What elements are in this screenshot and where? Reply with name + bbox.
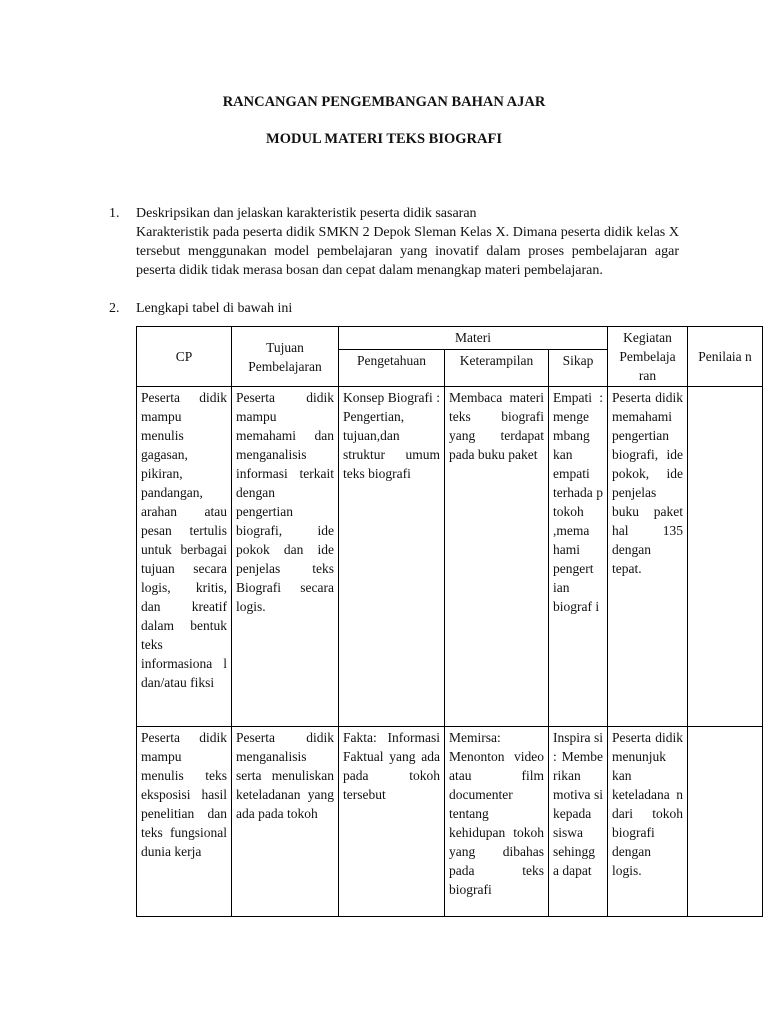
list-number: 1. xyxy=(109,206,120,221)
header-sikap: Sikap xyxy=(549,349,608,386)
cell-keterampilan: Membaca materi teks biografi yang terdapat pada buku paket xyxy=(445,387,549,727)
cell-penilaian xyxy=(688,727,763,917)
header-tujuan: Tujuan Pembelajaran xyxy=(232,327,339,387)
cell-kegiatan: Peserta didik memahami pengertian biografi, ide pokok, ide penjelas buku paket hal 135 dengan tepat. xyxy=(608,387,688,727)
cell-tujuan: Peserta didik mampu memahami dan menganalisis informasi terkait dengan pengertian biografi, ide pokok dan ide penjelas teks Biografi secara logis. xyxy=(232,387,339,727)
cell-tujuan: Peserta didik menganalisis serta menuliskan keteladanan yang ada pada tokoh xyxy=(232,727,339,917)
list-body: Karakteristik pada peserta didik SMKN 2 Depok Sleman Kelas X. Dimana peserta didik kelas X tersebut menggunakan model pembelajaran yang inovatif dalam proses pembelajaran agar peserta didik tidak merasa bosan dan cepat dalam menangkap materi pembelajaran. xyxy=(136,225,679,278)
cell-cp: Peserta didik mampu menulis teks eksposisi hasil penelitian dan teks fungsional dunia kerja xyxy=(137,727,232,917)
list-item-1 xyxy=(109,204,679,280)
cell-penilaian xyxy=(688,387,763,727)
cell-cp: Peserta didik mampu menulis gagasan, pikiran, pandangan, arahan atau pesan tertulis untuk berbagai tujuan secara logis, kritis, dan kreatif dalam bentuk teks informasiona l dan/atau fiksi xyxy=(137,387,232,727)
header-cp: CP xyxy=(137,327,232,387)
list-heading: Deskripsikan dan jelaskan karakteristik peserta didik sasaran xyxy=(136,206,477,221)
list-number: 2. xyxy=(109,301,120,316)
header-materi: Materi xyxy=(339,327,608,350)
list-heading: Lengkapi tabel di bawah ini xyxy=(136,301,293,316)
list-item-2 xyxy=(109,299,679,318)
cell-kegiatan: Peserta didik menunjuk kan keteladana n dari tokoh biografi dengan logis. xyxy=(608,727,688,917)
table-row xyxy=(137,387,763,727)
document-title: RANCANGAN PENGEMBANGAN BAHAN AJAR xyxy=(222,94,546,110)
document-subtitle: MODUL MATERI TEKS BIOGRAFI xyxy=(266,131,502,147)
cell-sikap: Inspira si : Membe rikan motiva si kepada siswa sehingg a dapat xyxy=(549,727,608,917)
cell-pengetahuan: Fakta: Informasi Faktual yang ada pada tokoh tersebut xyxy=(339,727,445,917)
header-kegiatan: Kegiatan Pembelaja ran xyxy=(608,327,688,387)
header-penilaian: Penilaia n xyxy=(688,327,763,387)
cell-pengetahuan: Konsep Biografi : Pengertian, tujuan,dan struktur umum teks biografi xyxy=(339,387,445,727)
header-keterampilan: Keterampilan xyxy=(445,349,549,386)
lesson-plan-table xyxy=(136,326,763,917)
cell-sikap: Empati : menge mbang kan empati terhada p tokoh ,mema hami pengert ian biograf i xyxy=(549,387,608,727)
table-row xyxy=(137,727,763,917)
header-pengetahuan: Pengetahuan xyxy=(339,349,445,386)
cell-keterampilan: Memirsa: Menonton video atau film documenter tentang kehidupan tokoh yang dibahas pada teks biografi xyxy=(445,727,549,917)
